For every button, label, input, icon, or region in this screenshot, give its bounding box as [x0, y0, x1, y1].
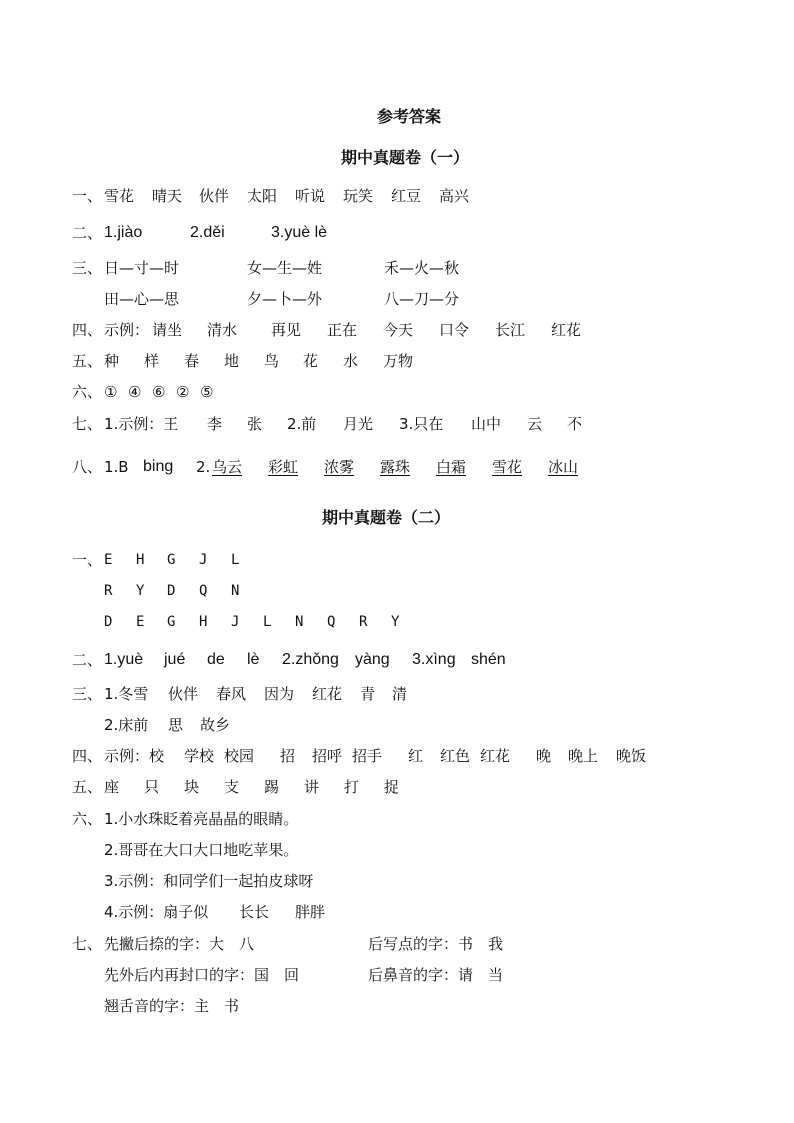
answer-word: 长长 — [239, 903, 270, 921]
circled-number: ⑥ — [152, 383, 166, 401]
answer-word: 青 — [360, 685, 376, 703]
answer-word: 踢 — [264, 778, 280, 796]
pinyin-answer: 3.xìng — [412, 651, 456, 668]
pinyin-answer: de — [207, 651, 225, 668]
answer-word: 长江 — [495, 321, 526, 339]
char-split: 田—心—思 — [104, 290, 180, 308]
sentence-answer: 3.示例：和同学们一起拍皮球呀 — [104, 872, 314, 890]
answer-word: 红花 — [480, 747, 511, 765]
answer-word: 讲 — [304, 778, 320, 796]
underlined-word: 白霜 — [436, 458, 467, 476]
answer-word: 晚上 — [568, 747, 599, 765]
letter: R — [359, 614, 368, 630]
pinyin-answer: 2.děi — [190, 224, 225, 241]
answer-word: 校园 — [224, 747, 255, 765]
letter: L — [231, 552, 240, 568]
answer-word: 招手 — [352, 747, 383, 765]
q4-label: 四、 — [72, 747, 103, 765]
circled-number: ② — [176, 383, 190, 401]
answer-choice: 1.B — [104, 458, 129, 476]
answer-word: 招 — [280, 747, 296, 765]
answer-word: 支 — [224, 778, 240, 796]
phonetic-answer: 后鼻音的字：请 当 — [368, 966, 504, 984]
answer-word: 1.示例：王 — [104, 415, 179, 433]
answer-word: 清 — [392, 685, 408, 703]
example-prefix: 示例： — [104, 321, 150, 339]
pinyin-answer: yàng — [355, 651, 390, 668]
answer-word: 因为 — [264, 685, 295, 703]
q3-label: 三、 — [72, 259, 103, 277]
q8-label: 八、 — [72, 458, 103, 476]
q4-label: 四、 — [72, 321, 103, 339]
answer-word: 玩笑 — [343, 187, 374, 205]
letter: G — [167, 552, 176, 568]
letter: Q — [199, 583, 208, 599]
sub-number: 2. — [196, 458, 211, 476]
char-split: 夕—卜—外 — [247, 290, 323, 308]
answer-word: 1.冬雪 — [104, 685, 149, 703]
letter: E — [104, 552, 113, 568]
underlined-word: 浓雾 — [324, 458, 355, 476]
answer-word: 山中 — [471, 415, 502, 433]
answer-word: 样 — [144, 352, 160, 370]
stroke-order-answer: 后写点的字：书 我 — [368, 935, 504, 953]
answer-word: 红色 — [440, 747, 471, 765]
answer-word: 红 — [408, 747, 424, 765]
pinyin-answer: 1.jiào — [104, 224, 143, 241]
answer-word: 捉 — [384, 778, 400, 796]
letter: J — [231, 614, 240, 630]
exam1-heading: 期中真题卷（一） — [341, 148, 470, 167]
answer-word: 雪花 — [104, 187, 135, 205]
circled-number: ④ — [128, 383, 142, 401]
q3-label: 三、 — [72, 685, 103, 703]
pinyin-answer: 2.zhǒng — [282, 651, 339, 668]
pinyin-answer: 1.yuè — [104, 651, 144, 668]
letter: G — [167, 614, 176, 630]
phonetic-answer: 翘舌音的字：主 书 — [104, 997, 240, 1015]
answer-word: 红花 — [551, 321, 582, 339]
answer-word: 块 — [184, 778, 200, 796]
answer-word: 高兴 — [439, 187, 470, 205]
answer-word: 花 — [303, 352, 319, 370]
answer-word: 听说 — [295, 187, 326, 205]
answer-word: 晴天 — [152, 187, 183, 205]
answer-word: 地 — [224, 352, 240, 370]
answer-word: 请坐 — [152, 321, 183, 339]
circled-number: ① — [104, 383, 118, 401]
answer-word: 今天 — [383, 321, 414, 339]
letter: Y — [391, 614, 400, 630]
answer-word: 故乡 — [200, 716, 231, 734]
answer-word: 晚 — [536, 747, 552, 765]
answer-word: 清水 — [207, 321, 238, 339]
answer-word: 红豆 — [391, 187, 422, 205]
letter: R — [104, 583, 113, 599]
letter: H — [199, 614, 208, 630]
pinyin-answer: shén — [471, 651, 506, 668]
sentence-answer: 4.示例：扇子似 — [104, 903, 209, 921]
letter: H — [136, 552, 145, 568]
letter: J — [199, 552, 208, 568]
answer-word: 再见 — [271, 321, 302, 339]
answer-word: 口令 — [439, 321, 470, 339]
char-split: 禾—火—秋 — [384, 259, 460, 277]
answer-word: 鸟 — [264, 352, 280, 370]
char-split: 八—刀—分 — [384, 290, 460, 308]
char-split: 女—生—姓 — [247, 259, 323, 277]
answer-word: 张 — [247, 415, 263, 433]
answer-word: 晚饭 — [616, 747, 647, 765]
answer-word: 2.前 — [287, 415, 317, 433]
answer-word: 万物 — [383, 352, 414, 370]
answer-word: 2.床前 — [104, 716, 149, 734]
q1-label: 一、 — [72, 187, 103, 205]
answer-word: 李 — [207, 415, 223, 433]
exam2-heading: 期中真题卷（二） — [322, 508, 451, 527]
q7-label: 七、 — [72, 415, 103, 433]
q5-label: 五、 — [72, 352, 103, 370]
answer-word: 只 — [144, 778, 160, 796]
answer-word: 太阳 — [247, 187, 278, 205]
stroke-order-answer: 先外后内再封口的字：国 回 — [104, 966, 300, 984]
answer-word: 招呼 — [312, 747, 343, 765]
answer-word: 红花 — [312, 685, 343, 703]
letter: N — [231, 583, 240, 599]
answer-word: 学校 — [184, 747, 215, 765]
answer-word: 3.只在 — [399, 415, 444, 433]
answer-word: 伙伴 — [199, 187, 230, 205]
sentence-answer: 2.哥哥在大口大口地吃苹果。 — [104, 841, 299, 859]
char-split: 日—寸—时 — [104, 259, 180, 277]
letter: N — [295, 614, 304, 630]
stroke-order-answer: 先撇后捺的字：大 八 — [104, 935, 255, 953]
underlined-word: 冰山 — [548, 458, 579, 476]
circled-number: ⑤ — [200, 383, 214, 401]
letter: Y — [136, 583, 145, 599]
answer-word: 春 — [184, 352, 200, 370]
answer-word: 思 — [168, 716, 184, 734]
q6-label: 六、 — [72, 810, 103, 828]
q2-label: 二、 — [72, 224, 103, 242]
answer-word: 正在 — [327, 321, 358, 339]
letter: D — [104, 614, 113, 630]
underlined-word: 彩虹 — [268, 458, 299, 476]
underlined-word: 雪花 — [492, 458, 523, 476]
q5-label: 五、 — [72, 778, 103, 796]
answer-word: 种 — [104, 352, 120, 370]
q7-label: 七、 — [72, 935, 103, 953]
q6-label: 六、 — [72, 383, 103, 401]
pinyin-answer: 3.yuè lè — [271, 224, 328, 241]
answer-word: 月光 — [343, 415, 374, 433]
letter: Q — [327, 614, 336, 630]
answer-word: 不 — [567, 415, 583, 433]
letter: L — [263, 614, 272, 630]
pinyin-answer: bing — [143, 458, 174, 475]
answer-word: 胖胖 — [295, 903, 326, 921]
q1-label: 一、 — [72, 551, 103, 569]
answer-word: 座 — [104, 778, 120, 796]
answer-word: 伙伴 — [168, 685, 199, 703]
sentence-answer: 1.小水珠眨着亮晶晶的眼睛。 — [104, 810, 299, 828]
answer-word: 云 — [527, 415, 543, 433]
letter: D — [167, 583, 176, 599]
q2-label: 二、 — [72, 651, 103, 669]
letter: E — [136, 614, 145, 630]
answer-word: 打 — [344, 778, 360, 796]
pinyin-answer: lè — [247, 651, 260, 668]
answer-word: 示例：校 — [104, 747, 165, 765]
underlined-word: 露珠 — [380, 458, 411, 476]
pinyin-answer: jué — [164, 651, 186, 668]
answer-word: 春风 — [216, 685, 247, 703]
answer-word: 水 — [343, 352, 359, 370]
underlined-word: 乌云 — [212, 458, 243, 476]
page-title: 参考答案 — [377, 107, 442, 126]
